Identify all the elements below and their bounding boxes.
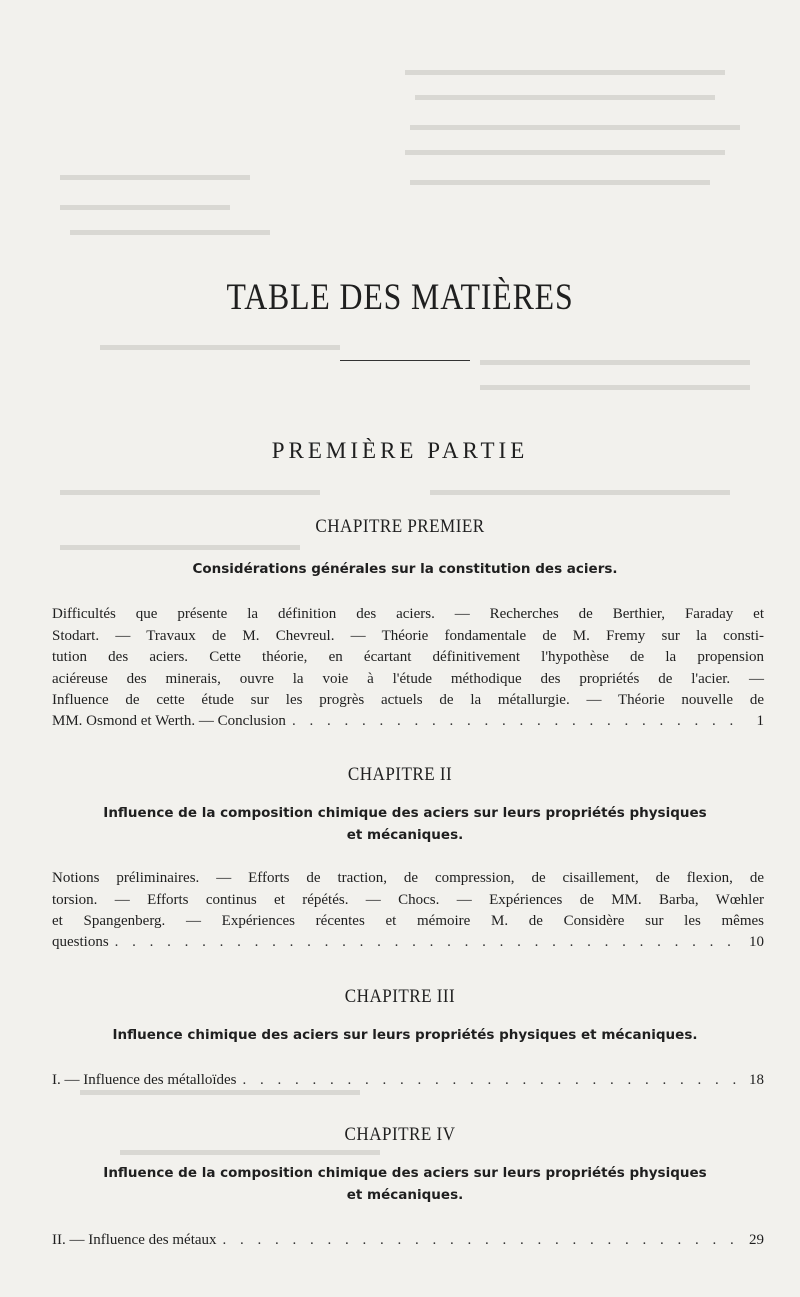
chapter-heading: CHAPITRE II: [347, 764, 453, 785]
summary-line: aciéreuse des minerais, ouvre la voie à l'étude méthodique des propriétés de l'acier. —: [52, 670, 764, 687]
toc-entry-text: questions: [52, 934, 109, 950]
chapter-heading: CHAPITRE PREMIER: [315, 516, 485, 537]
dot-leader: [223, 1229, 738, 1251]
part-heading: PREMIÈRE PARTIE: [271, 438, 529, 463]
dot-leader: [115, 931, 738, 953]
page-number: 29: [749, 1232, 764, 1248]
toc-entry[interactable]: [52, 1229, 764, 1251]
subtitle-line: Influence de la composition chimique des aciers sur leurs propriétés physiques: [103, 805, 707, 821]
toc-entry[interactable]: [52, 710, 764, 732]
page-number: 10: [749, 934, 764, 950]
subtitle-line: Influence de la composition chimique des aciers sur leurs propriétés physiques: [103, 1165, 707, 1181]
chapter-heading: CHAPITRE III: [344, 986, 456, 1007]
summary-line: Stodart. — Travaux de M. Chevreul. — Théorie fondamentale de M. Fremy sur la consti-: [52, 627, 764, 644]
chapter-summary: [52, 868, 764, 933]
dot-leader: [243, 1069, 738, 1091]
subtitle-line: Influence chimique des aciers sur leurs propriétés physiques et mécaniques.: [112, 1027, 698, 1043]
subtitle-line: et mécaniques.: [346, 1187, 464, 1203]
chapter-subtitle: [60, 802, 750, 846]
toc-entry-text: II. — Influence des métaux: [52, 1232, 217, 1248]
chapter-subtitle: [60, 1024, 750, 1046]
subtitle-line: Considérations générales sur la constitution des aciers.: [192, 561, 618, 577]
summary-line: Influence de cette étude sur les progrès actuels de la métallurgie. — Théorie nouvelle de: [52, 692, 764, 709]
page-number: 18: [749, 1072, 764, 1088]
subtitle-line: et mécaniques.: [346, 827, 464, 843]
chapter-heading: CHAPITRE IV: [344, 1124, 456, 1145]
toc-entry[interactable]: [52, 931, 764, 953]
dot-leader: [292, 710, 738, 732]
title-divider: [340, 360, 470, 361]
chapter-subtitle: [60, 558, 750, 580]
summary-line: torsion. — Efforts continus et répétés. — Chocs. — Expériences de MM. Barba, Wœhler: [52, 891, 764, 908]
page-number: 1: [756, 713, 764, 729]
chapter-summary: [52, 604, 764, 712]
chapter-subtitle: [60, 1162, 750, 1206]
page-title: TABLE DES MATIÈRES: [226, 277, 574, 318]
summary-line: Notions préliminaires. — Efforts de traction, de compression, de cisaillement, de flexion, de: [52, 870, 764, 886]
summary-line: tution des aciers. Cette théorie, en écartant définitivement l'hypothèse de la propension: [52, 649, 764, 666]
summary-line: et Spangenberg. — Expériences récentes et mémoire M. de Considère sur les mêmes: [52, 913, 764, 930]
toc-entry[interactable]: [52, 1069, 764, 1091]
summary-line: Difficultés que présente la définition des aciers. — Recherches de Berthier, Faraday et: [52, 606, 764, 622]
toc-entry-text: I. — Influence des métalloïdes: [52, 1072, 237, 1088]
toc-entry-text: MM. Osmond et Werth. — Conclusion: [52, 713, 286, 729]
